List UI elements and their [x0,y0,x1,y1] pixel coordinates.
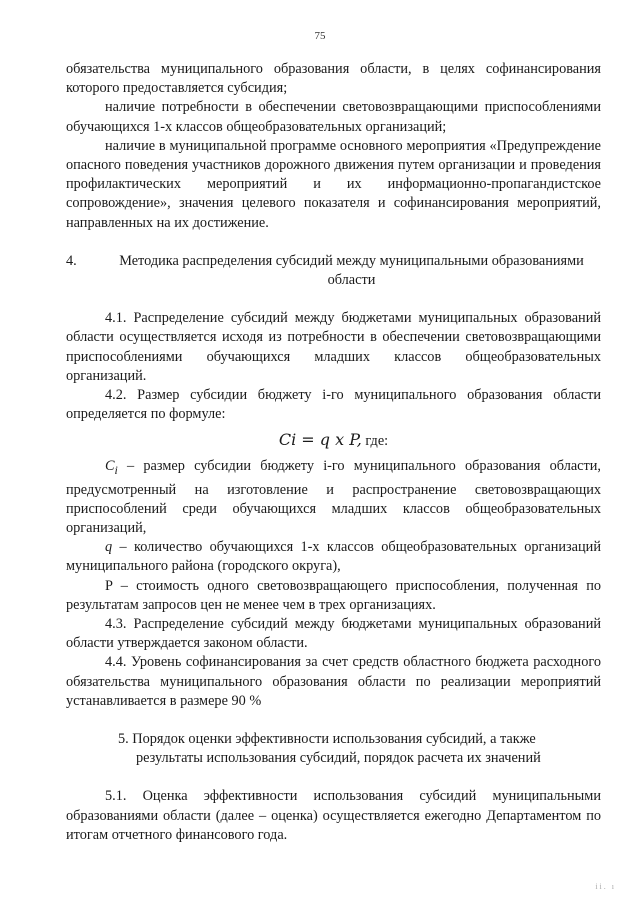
section-5-title-line1: 5. Порядок оценки эффективности использования субсидий, а также [118,730,536,747]
symbol-c: C [105,458,115,475]
document-body [66,60,601,845]
scan-corner-mark: ii. ı [595,882,616,891]
definition-q [66,538,601,576]
section-4-heading [66,252,601,290]
symbol-c-subscript: i [114,463,118,478]
definition-p: P – стоимость одного световозвращающего приспособления, полученная по результатам запросов цен не менее чем в трех организациях. [66,577,601,613]
formula-where: где: [361,433,389,450]
section-5-title-line2: результаты использования субсидий, порядок расчета их значений [136,750,541,767]
paragraph-program-measure: наличие в муниципальной программе основного мероприятия «Предупреждение опасного поведения участников дорожного движения путем организации и проведения профилактических мероприятий и их информационно-пропагандистское сопровождение», значения целевого показателя и софинансирования мероприятий, направленных на их достижение. [66,137,601,231]
formula-expression: Ci = q x P, [278,430,362,450]
formula [66,428,601,453]
paragraph-obligation: обязательства муниципального образования области, в целях софинансирования которого предоставляется субсидия; [66,61,601,97]
section-5-heading [118,730,558,768]
paragraph-need-reflective: наличие потребности в обеспечении световозвращающими приспособлениями обучающихся 1-х классов общеобразовательных организаций; [66,99,601,135]
definition-q-text: – количество обучающихся 1-х классов общеобразовательных организаций муниципального района (городского округа), [66,539,601,575]
symbol-q: q [105,539,113,556]
section-4-number: 4. [66,252,77,269]
paragraph-5-1: 5.1. Оценка эффективности использования субсидий муниципальными образованиями области (далее – оценка) осуществляется ежегодно Департаментом по итогам отчетного финансового года. [66,788,601,843]
paragraph-4-2: 4.2. Размер субсидии бюджету i-го муниципального образования области определяется по формуле: [66,387,601,423]
paragraph-4-1: 4.1. Распределение субсидий между бюджетами муниципальных образований области осуществляется исходя из потребности в обеспечении световозвращающими приспособлениями обучающихся младших классов общеобразовательных организаций. [66,310,601,384]
definition-ci [66,457,601,538]
paragraph-4-3: 4.3. Распределение субсидий между бюджетами муниципальных образований области утверждается законом области. [66,615,601,652]
section-4-title: Методика распределения субсидий между муниципальными образованиями области [119,252,584,289]
paragraph-4-4: 4.4. Уровень софинансирования за счет средств областного бюджета расходного обязательства муниципального образования области по реализации мероприятий устанавливается в размере 90 % [66,654,601,709]
definition-ci-text: – размер субсидии бюджету i-го муниципального образования области, предусмотренный на изготовление и распространение световозвращающих приспособлений среди обучающихся младших классов общеобразовательных организаций, [66,458,601,536]
page-number: 75 [314,30,326,42]
